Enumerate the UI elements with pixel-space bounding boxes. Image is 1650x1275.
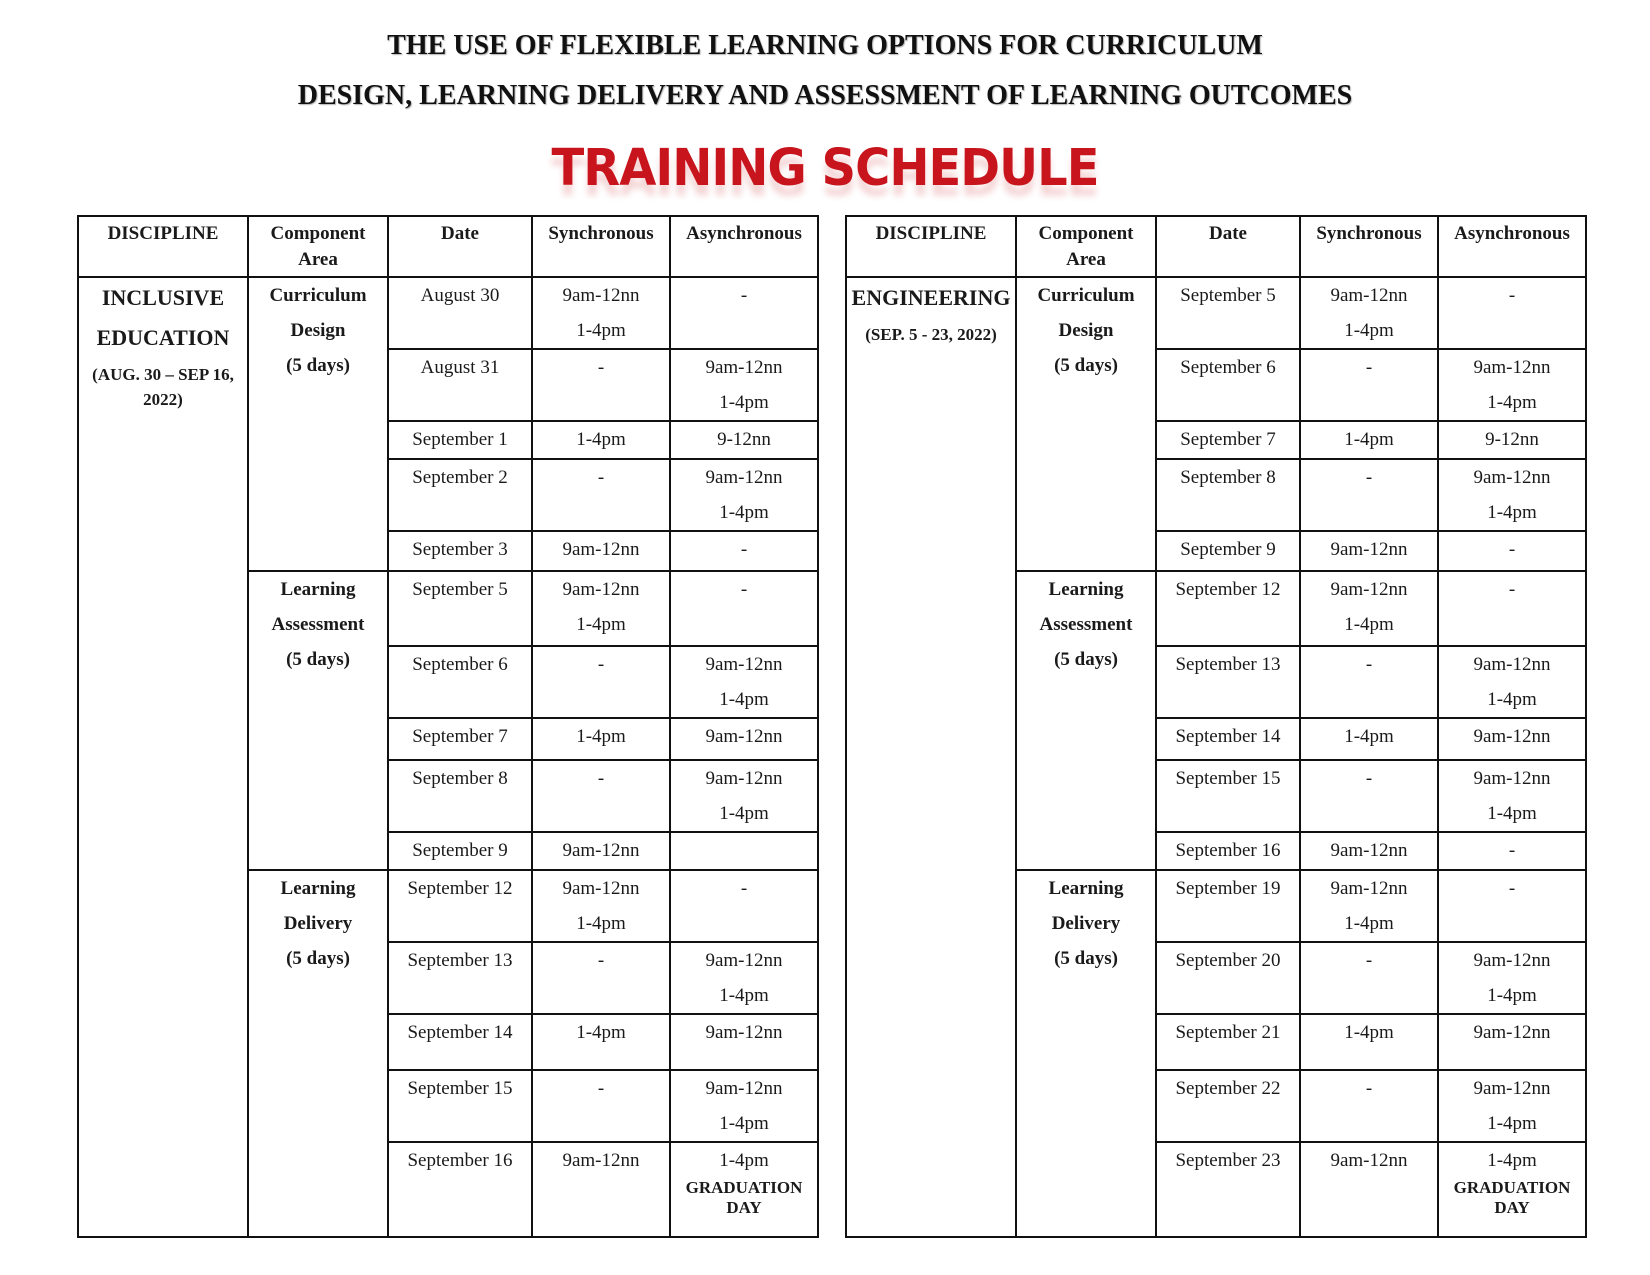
date-cell [388,870,532,942]
synchronous-time: 1-4pm [1344,1022,1394,1043]
discipline-cell [846,277,1016,1237]
discipline-name: ENGINEERING [851,285,1011,310]
asynchronous-cell [1438,459,1586,531]
asynchronous-time: 1-4pm [1487,985,1537,1006]
asynchronous-cell [670,1070,818,1142]
synchronous-time: - [597,654,605,675]
component-area-cell [1016,870,1156,1237]
synchronous-header: Synchronous [1300,216,1438,277]
synchronous-cell [532,421,670,459]
date-value: September 15 [407,1078,513,1099]
asynchronous-header: Asynchronous [670,216,818,277]
synchronous-cell [532,1142,670,1237]
synchronous-cell [1300,718,1438,760]
date-cell [388,1142,532,1237]
date-cell [388,349,532,421]
asynchronous-time: - [740,285,748,306]
discipline-cell [78,277,248,1237]
training-schedule-banner: TRAINING SCHEDULE [551,138,1099,198]
synchronous-time: - [597,768,605,789]
synchronous-cell [1300,349,1438,421]
synchronous-cell [532,277,670,349]
component-area-label: (5 days) [286,355,350,376]
synchronous-cell [1300,531,1438,571]
date-cell [1156,277,1300,349]
date-cell [1156,571,1300,646]
date-cell [1156,832,1300,870]
date-cell [1156,718,1300,760]
date-cell [1156,942,1300,1014]
synchronous-cell [532,531,670,571]
component-area-label: (5 days) [1054,355,1118,376]
date-cell [1156,349,1300,421]
asynchronous-cell [670,646,818,718]
date-cell [388,421,532,459]
table-header-row [78,216,818,277]
asynchronous-time: 1-4pm [1487,803,1537,824]
asynchronous-time: 1-4pm [719,392,769,413]
date-value: September 19 [1175,878,1281,899]
component-area-label: (5 days) [286,948,350,969]
date-cell [1156,421,1300,459]
synchronous-time: 9am-12nn [562,539,640,560]
asynchronous-time: 1-4pm [1487,689,1537,710]
synchronous-time: 1-4pm [1344,726,1394,747]
component-area-cell [248,571,388,870]
graduation-day-note: GRADUATION DAY [1453,1178,1571,1217]
asynchronous-cell [1438,832,1586,870]
asynchronous-cell [1438,349,1586,421]
date-value: September 23 [1175,1150,1281,1171]
asynchronous-cell [670,718,818,760]
asynchronous-time: 9am-12nn [1473,654,1551,675]
synchronous-time: - [1365,357,1373,378]
asynchronous-time: 9am-12nn [705,726,783,747]
synchronous-cell [532,942,670,1014]
date-value: September 7 [412,726,508,747]
asynchronous-cell [670,277,818,349]
asynchronous-time: 9am-12nn [1473,768,1551,789]
synchronous-time: - [597,467,605,488]
asynchronous-time: 9am-12nn [705,1022,783,1043]
asynchronous-time: 9am-12nn [705,357,783,378]
asynchronous-time: - [1508,840,1516,861]
asynchronous-time: 9-12nn [1485,429,1539,450]
component-area-label: (5 days) [1054,948,1118,969]
synchronous-time: 1-4pm [576,913,626,934]
date-value: August 30 [420,285,500,306]
synchronous-time: - [597,950,605,971]
synchronous-cell [1300,942,1438,1014]
asynchronous-time: 9am-12nn [1473,357,1551,378]
asynchronous-time: - [740,579,748,600]
component-area-cell [248,277,388,571]
component-area-label: (5 days) [1054,649,1118,670]
discipline-header: DISCIPLINE [846,216,1016,277]
date-cell [388,942,532,1014]
date-cell [388,832,532,870]
date-value: September 12 [407,878,513,899]
synchronous-time: 9am-12nn [1330,878,1408,899]
component-area-label: Delivery [283,913,353,934]
date-value: September 5 [412,579,508,600]
component-area-label: Learning [280,579,356,600]
asynchronous-cell [670,531,818,571]
component-area-label: Design [290,320,346,341]
table-row [846,277,1586,349]
synchronous-cell [1300,870,1438,942]
asynchronous-cell [670,832,818,870]
asynchronous-cell [670,421,818,459]
synchronous-time: - [1365,654,1373,675]
date-value: September 6 [412,654,508,675]
component-area-header: Component Area [1016,216,1156,277]
asynchronous-time: 1-4pm [719,1113,769,1134]
document-title-line-2: DESIGN, LEARNING DELIVERY AND ASSESSMENT OF LEARNING OUTCOMES [297,80,1353,111]
component-area-label: (5 days) [286,649,350,670]
synchronous-time: 9am-12nn [1330,579,1408,600]
date-header: Date [1156,216,1300,277]
date-cell [388,1070,532,1142]
synchronous-time: - [1365,467,1373,488]
date-cell [388,646,532,718]
asynchronous-time: 9am-12nn [705,654,783,675]
synchronous-time: 1-4pm [576,320,626,341]
asynchronous-cell [670,942,818,1014]
asynchronous-time: 1-4pm [1487,392,1537,413]
asynchronous-cell [1438,421,1586,459]
date-cell [1156,1014,1300,1070]
synchronous-cell [1300,277,1438,349]
asynchronous-cell [1438,531,1586,571]
synchronous-time: - [1365,768,1373,789]
asynchronous-time: 9am-12nn [1473,467,1551,488]
synchronous-time: 9am-12nn [562,840,640,861]
asynchronous-time: 1-4pm [1487,1150,1537,1171]
synchronous-time: 1-4pm [576,614,626,635]
date-cell [388,459,532,531]
asynchronous-time: 9am-12nn [1473,1078,1551,1099]
date-value: September 5 [1180,285,1276,306]
date-cell [388,1014,532,1070]
synchronous-time: 1-4pm [1344,320,1394,341]
synchronous-cell [532,646,670,718]
component-area-label: Assessment [271,614,365,635]
asynchronous-cell [1438,646,1586,718]
asynchronous-cell [1438,1142,1586,1237]
synchronous-time: 9am-12nn [562,579,640,600]
date-value: September 3 [412,539,508,560]
asynchronous-time: 1-4pm [719,985,769,1006]
asynchronous-time: - [1508,579,1516,600]
asynchronous-cell [670,571,818,646]
date-cell [388,718,532,760]
date-cell [388,760,532,832]
date-cell [1156,1142,1300,1237]
synchronous-cell [532,349,670,421]
asynchronous-cell [670,760,818,832]
component-area-label: Delivery [1051,913,1121,934]
synchronous-time: 1-4pm [576,429,626,450]
synchronous-time: - [1365,950,1373,971]
asynchronous-time: - [1508,539,1516,560]
synchronous-cell [532,1014,670,1070]
synchronous-time: 9am-12nn [1330,285,1408,306]
asynchronous-cell [670,870,818,942]
asynchronous-time: 9am-12nn [705,1078,783,1099]
date-value: September 21 [1175,1022,1281,1043]
component-area-cell [1016,277,1156,571]
synchronous-time: 1-4pm [1344,913,1394,934]
asynchronous-time: 1-4pm [719,803,769,824]
date-value: September 8 [1180,467,1276,488]
asynchronous-time: - [740,539,748,560]
asynchronous-time: 9am-12nn [705,467,783,488]
asynchronous-cell [1438,870,1586,942]
synchronous-time: - [597,357,605,378]
component-area-cell [1016,571,1156,870]
synchronous-time: 9am-12nn [562,1150,640,1171]
table-header-row [846,216,1586,277]
asynchronous-time: - [1508,285,1516,306]
synchronous-time: 1-4pm [576,1022,626,1043]
component-area-label: Design [1058,320,1114,341]
component-area-label: Learning [1048,579,1124,600]
date-value: September 9 [412,840,508,861]
synchronous-time: - [597,1078,605,1099]
graduation-day-note: GRADUATION DAY [685,1178,803,1217]
asynchronous-cell [1438,571,1586,646]
component-area-label: Curriculum [1037,285,1135,306]
synchronous-time: 1-4pm [576,726,626,747]
asynchronous-time: 1-4pm [719,1150,769,1171]
date-value: September 16 [407,1150,513,1171]
date-value: September 7 [1180,429,1276,450]
asynchronous-time: 1-4pm [719,502,769,523]
asynchronous-cell [1438,942,1586,1014]
synchronous-time: 9am-12nn [1330,539,1408,560]
date-value: September 15 [1175,768,1281,789]
component-area-header: Component Area [248,216,388,277]
date-cell [1156,531,1300,571]
asynchronous-time: 9am-12nn [705,950,783,971]
asynchronous-time: - [740,878,748,899]
date-value: September 2 [412,467,508,488]
synchronous-time: 1-4pm [1344,614,1394,635]
date-value: September 12 [1175,579,1281,600]
asynchronous-time: 9am-12nn [1473,950,1551,971]
date-value: September 20 [1175,950,1281,971]
component-area-label: Learning [280,878,356,899]
synchronous-cell [1300,646,1438,718]
asynchronous-time: 1-4pm [1487,502,1537,523]
synchronous-cell [1300,421,1438,459]
asynchronous-time: 9-12nn [717,429,771,450]
date-cell [1156,870,1300,942]
asynchronous-header: Asynchronous [1438,216,1586,277]
asynchronous-cell [670,349,818,421]
discipline-name: EDUCATION [96,325,230,350]
component-area-label: Learning [1048,878,1124,899]
asynchronous-cell [1438,1070,1586,1142]
table-row [78,277,818,349]
synchronous-time: - [1365,1078,1373,1099]
date-value: September 6 [1180,357,1276,378]
discipline-date-range: (SEP. 5 - 23, 2022) [865,325,997,344]
asynchronous-cell [670,1014,818,1070]
synchronous-time: 9am-12nn [562,285,640,306]
date-value: September 14 [1175,726,1281,747]
asynchronous-cell [1438,277,1586,349]
asynchronous-cell [1438,1014,1586,1070]
component-area-cell [248,870,388,1237]
synchronous-cell [1300,1070,1438,1142]
date-value: August 31 [420,357,500,378]
synchronous-cell [532,718,670,760]
date-cell [388,277,532,349]
asynchronous-time: 9am-12nn [705,768,783,789]
asynchronous-cell [670,1142,818,1237]
date-value: September 13 [407,950,513,971]
synchronous-cell [532,760,670,832]
date-value: September 16 [1175,840,1281,861]
component-area-label: Assessment [1039,614,1133,635]
synchronous-cell [1300,1142,1438,1237]
date-cell [1156,760,1300,832]
synchronous-cell [532,571,670,646]
synchronous-cell [1300,760,1438,832]
synchronous-cell [1300,1014,1438,1070]
synchronous-time: 9am-12nn [562,878,640,899]
date-cell [1156,646,1300,718]
component-area-label: Curriculum [269,285,367,306]
date-value: September 1 [412,429,508,450]
schedule-table-engineering [845,215,1587,1238]
asynchronous-cell [1438,760,1586,832]
date-cell [388,571,532,646]
synchronous-time: 9am-12nn [1330,1150,1408,1171]
synchronous-cell [1300,832,1438,870]
date-cell [1156,1070,1300,1142]
synchronous-cell [532,1070,670,1142]
asynchronous-time: - [1508,878,1516,899]
discipline-header: DISCIPLINE [78,216,248,277]
date-cell [388,531,532,571]
date-value: September 13 [1175,654,1281,675]
date-value: September 8 [412,768,508,789]
synchronous-cell [532,870,670,942]
discipline-name: INCLUSIVE [101,285,225,310]
date-value: September 14 [407,1022,513,1043]
asynchronous-cell [1438,718,1586,760]
synchronous-header: Synchronous [532,216,670,277]
asynchronous-time: 9am-12nn [1473,726,1551,747]
synchronous-cell [1300,459,1438,531]
asynchronous-time: 1-4pm [719,689,769,710]
discipline-date-range: (AUG. 30 – SEP 16, 2022) [92,365,234,409]
synchronous-time: 9am-12nn [1330,840,1408,861]
date-value: September 9 [1180,539,1276,560]
date-value: September 22 [1175,1078,1281,1099]
synchronous-cell [1300,571,1438,646]
asynchronous-time: 1-4pm [1487,1113,1537,1134]
date-header: Date [388,216,532,277]
asynchronous-cell [670,459,818,531]
synchronous-cell [532,832,670,870]
document-title-line-1: THE USE OF FLEXIBLE LEARNING OPTIONS FOR CURRICULUM [387,30,1263,61]
synchronous-cell [532,459,670,531]
date-cell [1156,459,1300,531]
schedule-table-inclusive-education [77,215,819,1238]
synchronous-time: 1-4pm [1344,429,1394,450]
asynchronous-time: 9am-12nn [1473,1022,1551,1043]
